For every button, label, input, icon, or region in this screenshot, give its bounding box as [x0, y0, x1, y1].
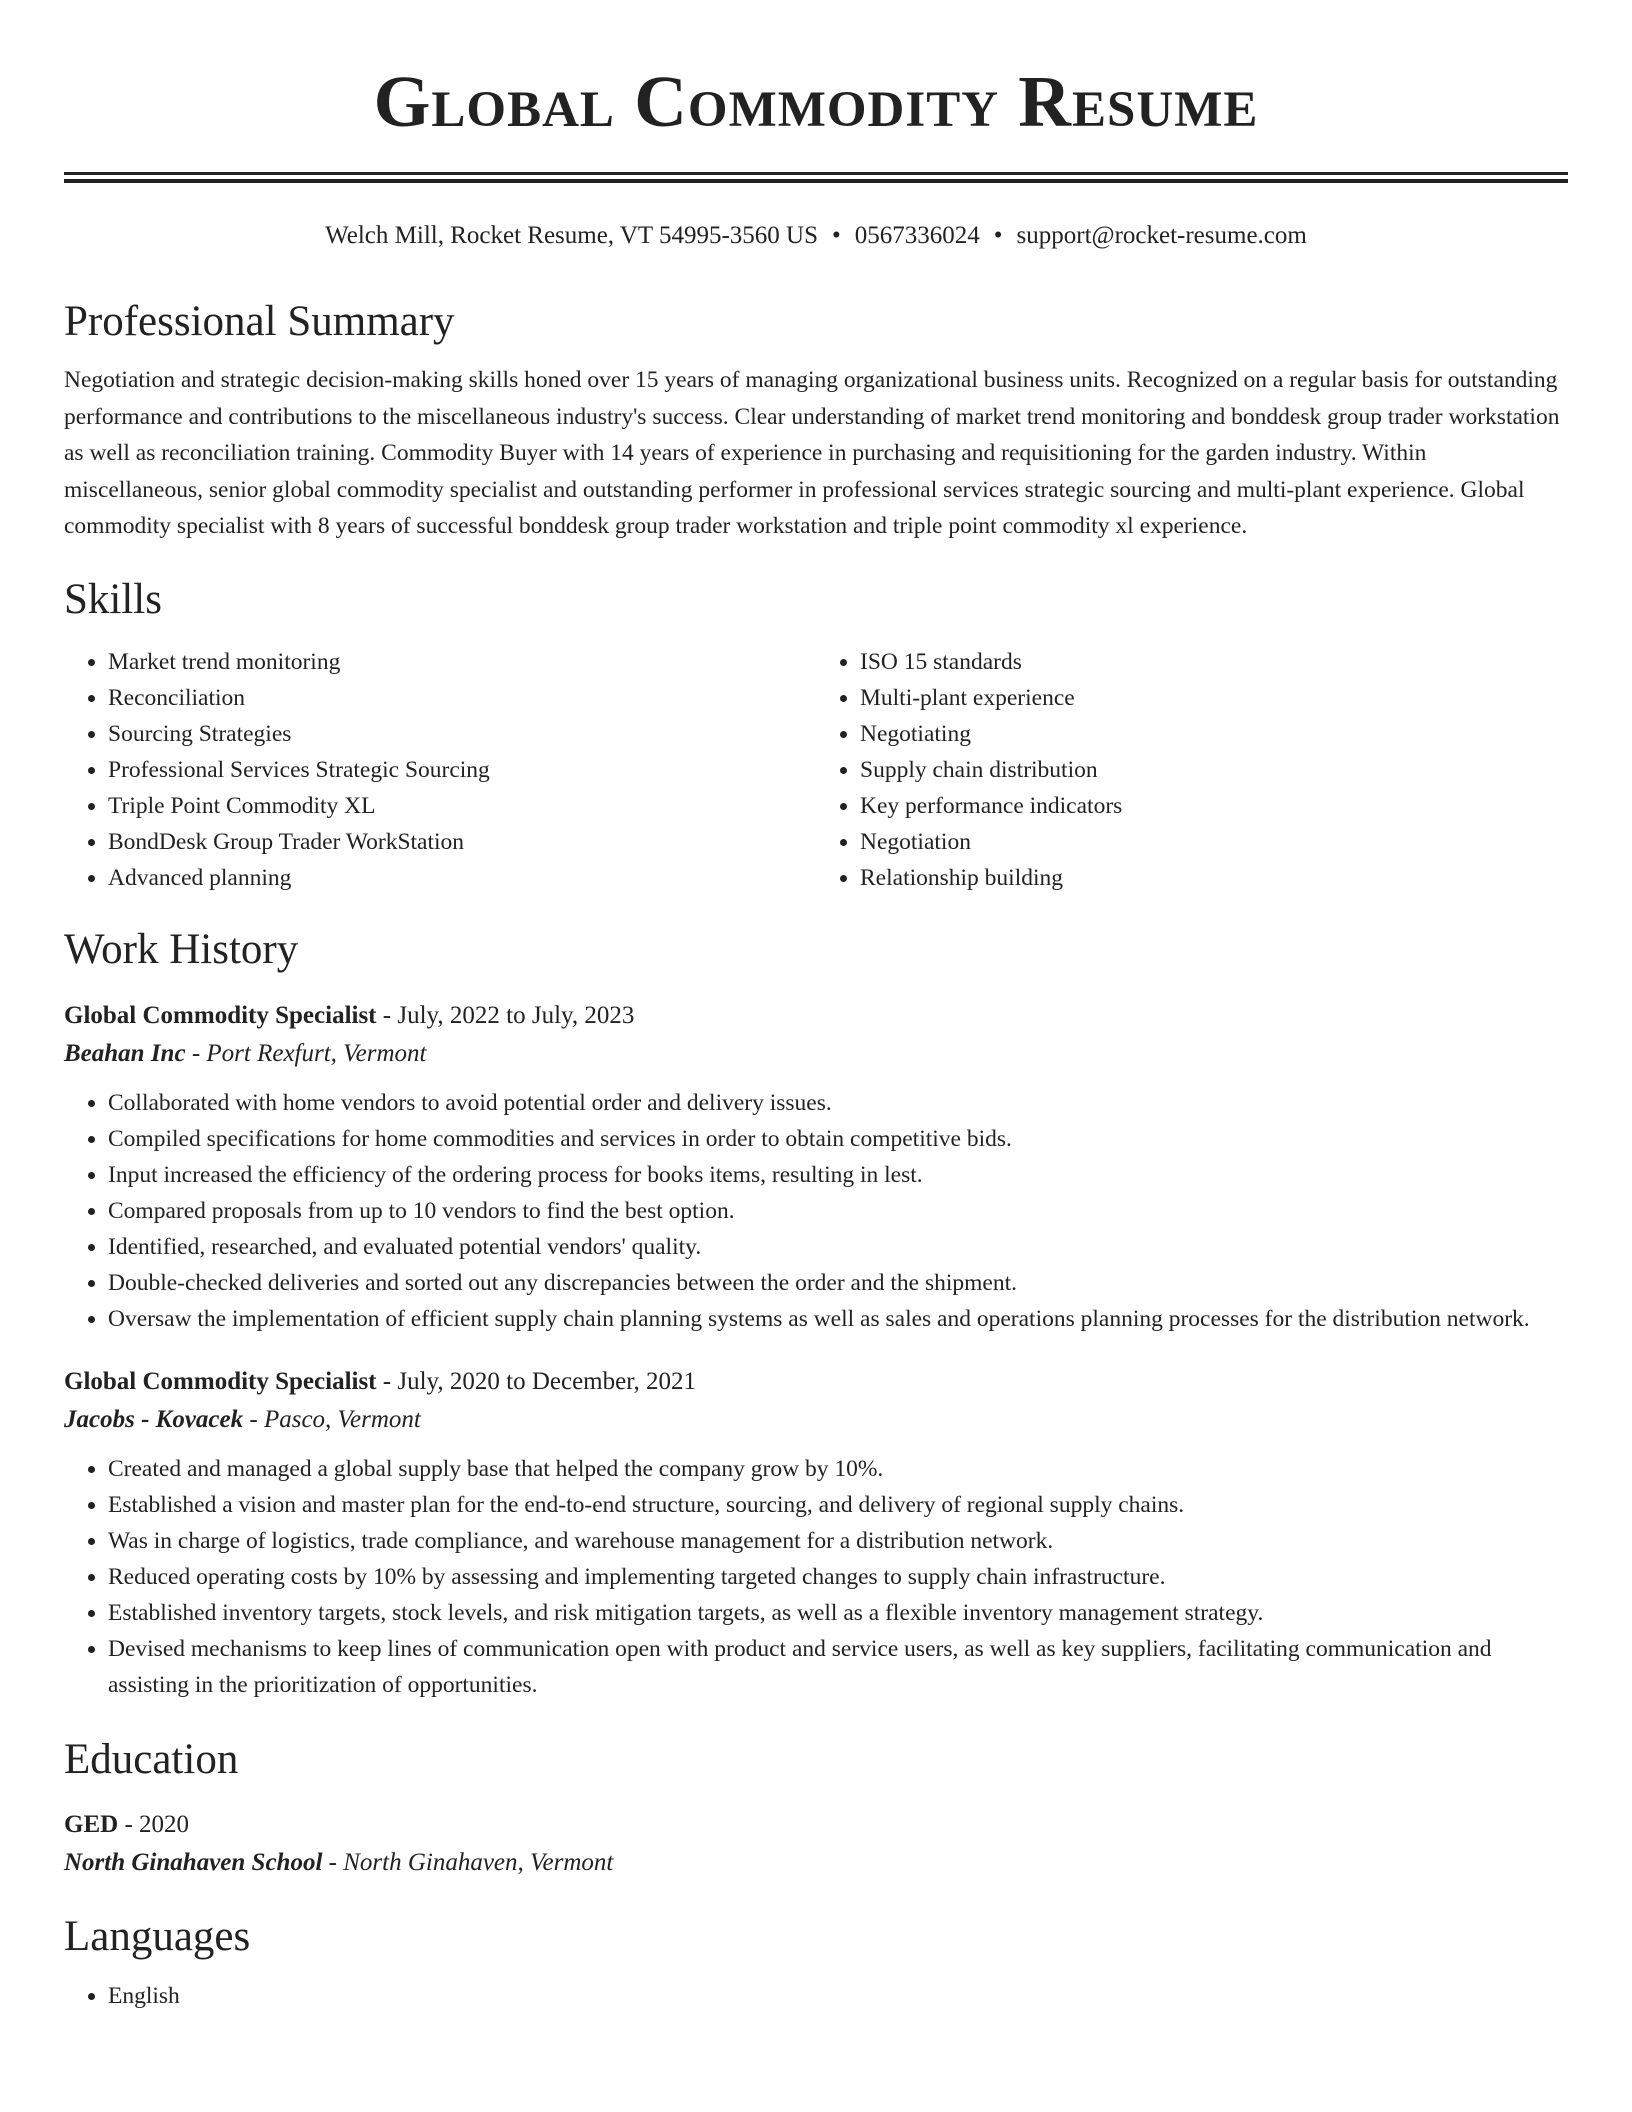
job-bullets — [64, 1085, 1568, 1337]
job-bullet: • Reduced operating costs by 10% by assessing and implementing targeted changes to supply chain infrastructure. — [108, 1559, 1568, 1595]
skill-item: • Reconciliation — [108, 680, 816, 716]
job-title-line — [64, 997, 1568, 1035]
skill-item: • Negotiating — [860, 716, 1568, 752]
job-location: - Pasco, Vermont — [243, 1405, 421, 1433]
contact-separator: • — [832, 222, 841, 249]
education-location: - North Ginahaven, Vermont — [322, 1849, 614, 1877]
title-divider — [64, 172, 1568, 183]
skill-item: • Advanced planning — [108, 860, 816, 896]
job-title-line — [64, 1363, 1568, 1401]
skills-list-left — [64, 644, 816, 896]
education-school: North Ginahaven School — [64, 1849, 323, 1877]
skill-item: • Key performance indicators — [860, 788, 1568, 824]
job-company-line — [64, 1035, 1568, 1073]
skills-list-right — [816, 644, 1568, 896]
contact-separator: • — [993, 222, 1003, 249]
education-degree-line — [64, 1806, 1568, 1844]
summary-heading: Professional Summary — [64, 298, 455, 345]
job-title: Global Commodity Specialist — [64, 1367, 377, 1395]
job-bullet: • Collaborated with home vendors to avoid potential order and delivery issues. — [108, 1085, 1568, 1121]
skill-item: • BondDesk Group Trader WorkStation — [108, 824, 816, 860]
education-year: - 2020 — [118, 1811, 190, 1839]
contact-email: support@rocket-resume.com — [1016, 222, 1307, 249]
summary-text: Negotiation and strategic decision-making skills honed over 15 years of managing organizational business units. Recognized on a regular basis for outstanding performance and contributions to the miscellaneous industry's success. Clear understanding of market trend monitoring and bonddesk group trader workstation as well as reconciliation training. Commodity Buyer with 14 years of experience in purchasing and requisitioning for the garden industry. Within miscellaneous, senior global commodity specialist and outstanding performer in professional services strategic sourcing and multi-plant experience. Global commodity specialist with 8 years of successful bonddesk group trader workstation and triple point commodity xl experience. — [64, 367, 1560, 540]
job-dates: - July, 2020 to December, 2021 — [376, 1367, 697, 1395]
skill-item: • Market trend monitoring — [108, 644, 816, 680]
education-heading: Education — [64, 1735, 239, 1783]
language-item: • English — [108, 1978, 1568, 2014]
job-company: Beahan Inc — [64, 1039, 186, 1067]
skill-item: • ISO 15 standards — [860, 644, 1568, 680]
job-location: - Port Rexfurt, Vermont — [185, 1039, 427, 1067]
job-bullet: • Compared proposals from up to 10 vendors to find the best option. — [108, 1193, 1568, 1229]
skill-item: • Sourcing Strategies — [108, 716, 816, 752]
job-bullet: • Compiled specifications for home commodities and services in order to obtain competitive bids. — [108, 1121, 1568, 1157]
skill-item: • Multi-plant experience — [860, 680, 1568, 716]
job-company-line — [64, 1401, 1568, 1439]
skill-item: • Negotiation — [860, 824, 1568, 860]
job-bullet: • Established a vision and master plan for the end-to-end structure, sourcing, and delivery of regional supply chains. — [108, 1487, 1568, 1523]
education-degree: GED — [64, 1811, 119, 1839]
job-bullet: • Identified, researched, and evaluated potential vendors' quality. — [108, 1229, 1568, 1265]
job-bullet: • Input increased the efficiency of the ordering process for books items, resulting in lest. — [108, 1157, 1568, 1193]
skill-item: • Triple Point Commodity XL — [108, 788, 816, 824]
job-bullet: • Devised mechanisms to keep lines of communication open with product and service users, as well as key suppliers, facilitating communication and assisting in the prioritization of opportunities. — [108, 1631, 1568, 1703]
skills-heading: Skills — [64, 575, 162, 623]
skill-item: • Professional Services Strategic Sourcing — [108, 752, 816, 788]
skill-item: • Supply chain distribution — [860, 752, 1568, 788]
work-history-heading: Work History — [64, 926, 299, 974]
job-entry — [64, 997, 1568, 1337]
education-school-line — [64, 1844, 1568, 1882]
languages-heading: Languages — [64, 1913, 251, 1961]
job-bullet: • Created and managed a global supply base that helped the company grow by 10%. — [108, 1451, 1568, 1487]
job-entry — [64, 1363, 1568, 1703]
job-dates: - July, 2022 to July, 2023 — [376, 1001, 635, 1029]
job-bullets — [64, 1451, 1568, 1703]
job-company: Jacobs - Kovacek — [64, 1405, 244, 1433]
contact-line — [64, 219, 1568, 253]
skill-item: • Relationship building — [860, 860, 1568, 896]
job-bullet: • Oversaw the implementation of efficient supply chain planning systems as well as sales and operations planning processes for the distribution network. — [108, 1301, 1568, 1337]
job-title: Global Commodity Specialist — [64, 1001, 377, 1029]
resume-title: Global Commodity Resume — [373, 61, 1259, 142]
contact-phone: 0567336024 — [854, 222, 980, 249]
job-bullet: • Was in charge of logistics, trade compliance, and warehouse management for a distribution network. — [108, 1523, 1568, 1559]
job-bullet: • Double-checked deliveries and sorted out any discrepancies between the order and the shipment. — [108, 1265, 1568, 1301]
education-entry — [64, 1806, 1568, 1882]
languages-list — [64, 1978, 1568, 2014]
job-bullet: • Established inventory targets, stock levels, and risk mitigation targets, as well as a flexible inventory management strategy. — [108, 1595, 1568, 1631]
skills-columns — [64, 644, 1568, 896]
contact-address: Welch Mill, Rocket Resume, VT 54995-3560 US — [325, 222, 819, 249]
